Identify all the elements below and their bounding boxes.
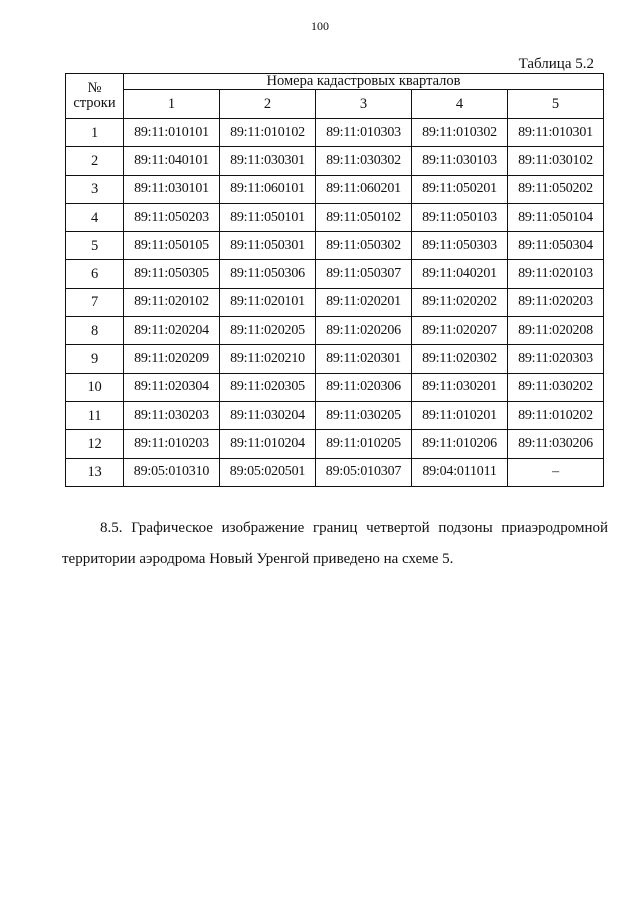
table-row — [66, 119, 604, 147]
cadastral-number-cell: 89:11:010302 — [412, 119, 508, 147]
cadastral-number-cell: 89:11:030101 — [124, 175, 220, 203]
row-number-cell: 9 — [66, 345, 124, 373]
cadastral-number-cell: 89:11:050103 — [412, 203, 508, 231]
cadastral-number-cell: 89:11:020301 — [316, 345, 412, 373]
table-row — [66, 260, 604, 288]
cadastral-number-cell: 89:05:010307 — [316, 458, 412, 486]
table-row — [66, 373, 604, 401]
cadastral-number-cell: 89:11:010205 — [316, 430, 412, 458]
cadastral-number-cell: 89:11:020202 — [412, 288, 508, 316]
column-number-header: 3 — [316, 90, 412, 119]
table-row — [66, 147, 604, 175]
cadastral-number-cell: 89:11:020210 — [220, 345, 316, 373]
row-number-cell: 4 — [66, 203, 124, 231]
cadastral-number-cell: 89:11:050301 — [220, 232, 316, 260]
cadastral-number-cell: 89:11:020302 — [412, 345, 508, 373]
cadastral-number-cell: 89:11:020206 — [316, 317, 412, 345]
cadastral-number-cell: 89:11:050104 — [508, 203, 604, 231]
body-paragraph: 8.5. Графическое изображение границ четвертой подзоны приаэродромной территории аэродрома Новый Уренгой приведено на схеме 5. — [62, 520, 608, 567]
row-number-header-symbol: № — [87, 80, 102, 96]
row-number-cell: 8 — [66, 317, 124, 345]
cadastral-number-cell: 89:11:020205 — [220, 317, 316, 345]
cadastral-number-cell: 89:11:030202 — [508, 373, 604, 401]
cadastral-number-cell: 89:11:020201 — [316, 288, 412, 316]
cadastral-number-cell: 89:11:040101 — [124, 147, 220, 175]
cadastral-number-cell: 89:05:020501 — [220, 458, 316, 486]
cadastral-number-cell: 89:11:010101 — [124, 119, 220, 147]
cadastral-number-cell: 89:11:050304 — [508, 232, 604, 260]
table-header-row — [66, 74, 604, 90]
cadastral-number-cell: 89:11:020207 — [412, 317, 508, 345]
cadastral-number-cell: 89:11:020103 — [508, 260, 604, 288]
column-number-header: 5 — [508, 90, 604, 119]
row-number-cell: 10 — [66, 373, 124, 401]
cadastral-number-cell: 89:11:010201 — [412, 401, 508, 429]
cadastral-number-cell: 89:11:050202 — [508, 175, 604, 203]
row-number-cell: 1 — [66, 119, 124, 147]
cadastral-number-cell: 89:11:010303 — [316, 119, 412, 147]
cadastral-number-cell: 89:11:010206 — [412, 430, 508, 458]
cadastral-number-cell: 89:11:030205 — [316, 401, 412, 429]
cadastral-number-cell: 89:11:050305 — [124, 260, 220, 288]
cadastral-number-cell: 89:04:011011 — [412, 458, 508, 486]
cadastral-number-cell: 89:11:030103 — [412, 147, 508, 175]
cadastral-number-cell: 89:11:050102 — [316, 203, 412, 231]
cadastral-quarters-table — [65, 73, 604, 487]
cadastral-number-cell: 89:11:040201 — [412, 260, 508, 288]
cadastral-number-cell: 89:11:020102 — [124, 288, 220, 316]
cadastral-number-cell: 89:11:030102 — [508, 147, 604, 175]
row-number-cell: 6 — [66, 260, 124, 288]
column-number-header: 1 — [124, 90, 220, 119]
table-row — [66, 317, 604, 345]
column-number-header: 4 — [412, 90, 508, 119]
row-number-cell: 13 — [66, 458, 124, 486]
table-row — [66, 203, 604, 231]
table-body — [66, 119, 604, 487]
cadastral-number-cell: 89:11:010202 — [508, 401, 604, 429]
column-number-header-row — [66, 90, 604, 119]
cadastral-number-cell: 89:11:020306 — [316, 373, 412, 401]
cadastral-number-cell: 89:11:050303 — [412, 232, 508, 260]
table-row — [66, 288, 604, 316]
table-caption: Таблица 5.2 — [518, 56, 594, 72]
cadastral-number-cell: 89:11:030206 — [508, 430, 604, 458]
cadastral-number-cell: 89:11:060101 — [220, 175, 316, 203]
table-row — [66, 458, 604, 486]
cadastral-number-cell: 89:11:050101 — [220, 203, 316, 231]
cadastral-table-container — [65, 73, 603, 487]
cadastral-number-cell: 89:05:010310 — [124, 458, 220, 486]
row-number-cell: 7 — [66, 288, 124, 316]
cadastral-number-cell: 89:11:010102 — [220, 119, 316, 147]
table-row — [66, 345, 604, 373]
cadastral-number-cell: 89:11:050201 — [412, 175, 508, 203]
row-number-header-label: строки — [73, 95, 116, 111]
table-row — [66, 232, 604, 260]
cadastral-number-cell: 89:11:060201 — [316, 175, 412, 203]
cadastral-number-cell: 89:11:030201 — [412, 373, 508, 401]
cadastral-number-cell: 89:11:030302 — [316, 147, 412, 175]
cadastral-number-cell: 89:11:050307 — [316, 260, 412, 288]
cadastral-number-cell: 89:11:030203 — [124, 401, 220, 429]
table-row — [66, 175, 604, 203]
cadastral-number-cell: 89:11:020303 — [508, 345, 604, 373]
cadastral-number-cell: 89:11:030204 — [220, 401, 316, 429]
row-number-cell: 5 — [66, 232, 124, 260]
cadastral-number-cell: 89:11:020304 — [124, 373, 220, 401]
cadastral-number-cell: 89:11:050302 — [316, 232, 412, 260]
cadastral-number-cell: 89:11:020208 — [508, 317, 604, 345]
cadastral-number-cell: – — [508, 458, 604, 486]
row-number-cell: 3 — [66, 175, 124, 203]
cadastral-number-cell: 89:11:020203 — [508, 288, 604, 316]
row-number-cell: 2 — [66, 147, 124, 175]
cadastral-number-cell: 89:11:020209 — [124, 345, 220, 373]
cadastral-number-cell: 89:11:010301 — [508, 119, 604, 147]
row-number-cell: 12 — [66, 430, 124, 458]
cadastral-number-cell: 89:11:010204 — [220, 430, 316, 458]
cadastral-number-cell: 89:11:030301 — [220, 147, 316, 175]
page-number: 100 — [311, 19, 329, 33]
row-number-header — [66, 74, 124, 119]
cadastral-number-cell: 89:11:020305 — [220, 373, 316, 401]
row-number-cell: 11 — [66, 401, 124, 429]
cadastral-number-cell: 89:11:020101 — [220, 288, 316, 316]
column-number-header: 2 — [220, 90, 316, 119]
group-header: Номера кадастровых кварталов — [124, 74, 604, 90]
table-row — [66, 430, 604, 458]
cadastral-number-cell: 89:11:050105 — [124, 232, 220, 260]
table-row — [66, 401, 604, 429]
cadastral-number-cell: 89:11:020204 — [124, 317, 220, 345]
cadastral-number-cell: 89:11:050306 — [220, 260, 316, 288]
cadastral-number-cell: 89:11:010203 — [124, 430, 220, 458]
cadastral-number-cell: 89:11:050203 — [124, 203, 220, 231]
